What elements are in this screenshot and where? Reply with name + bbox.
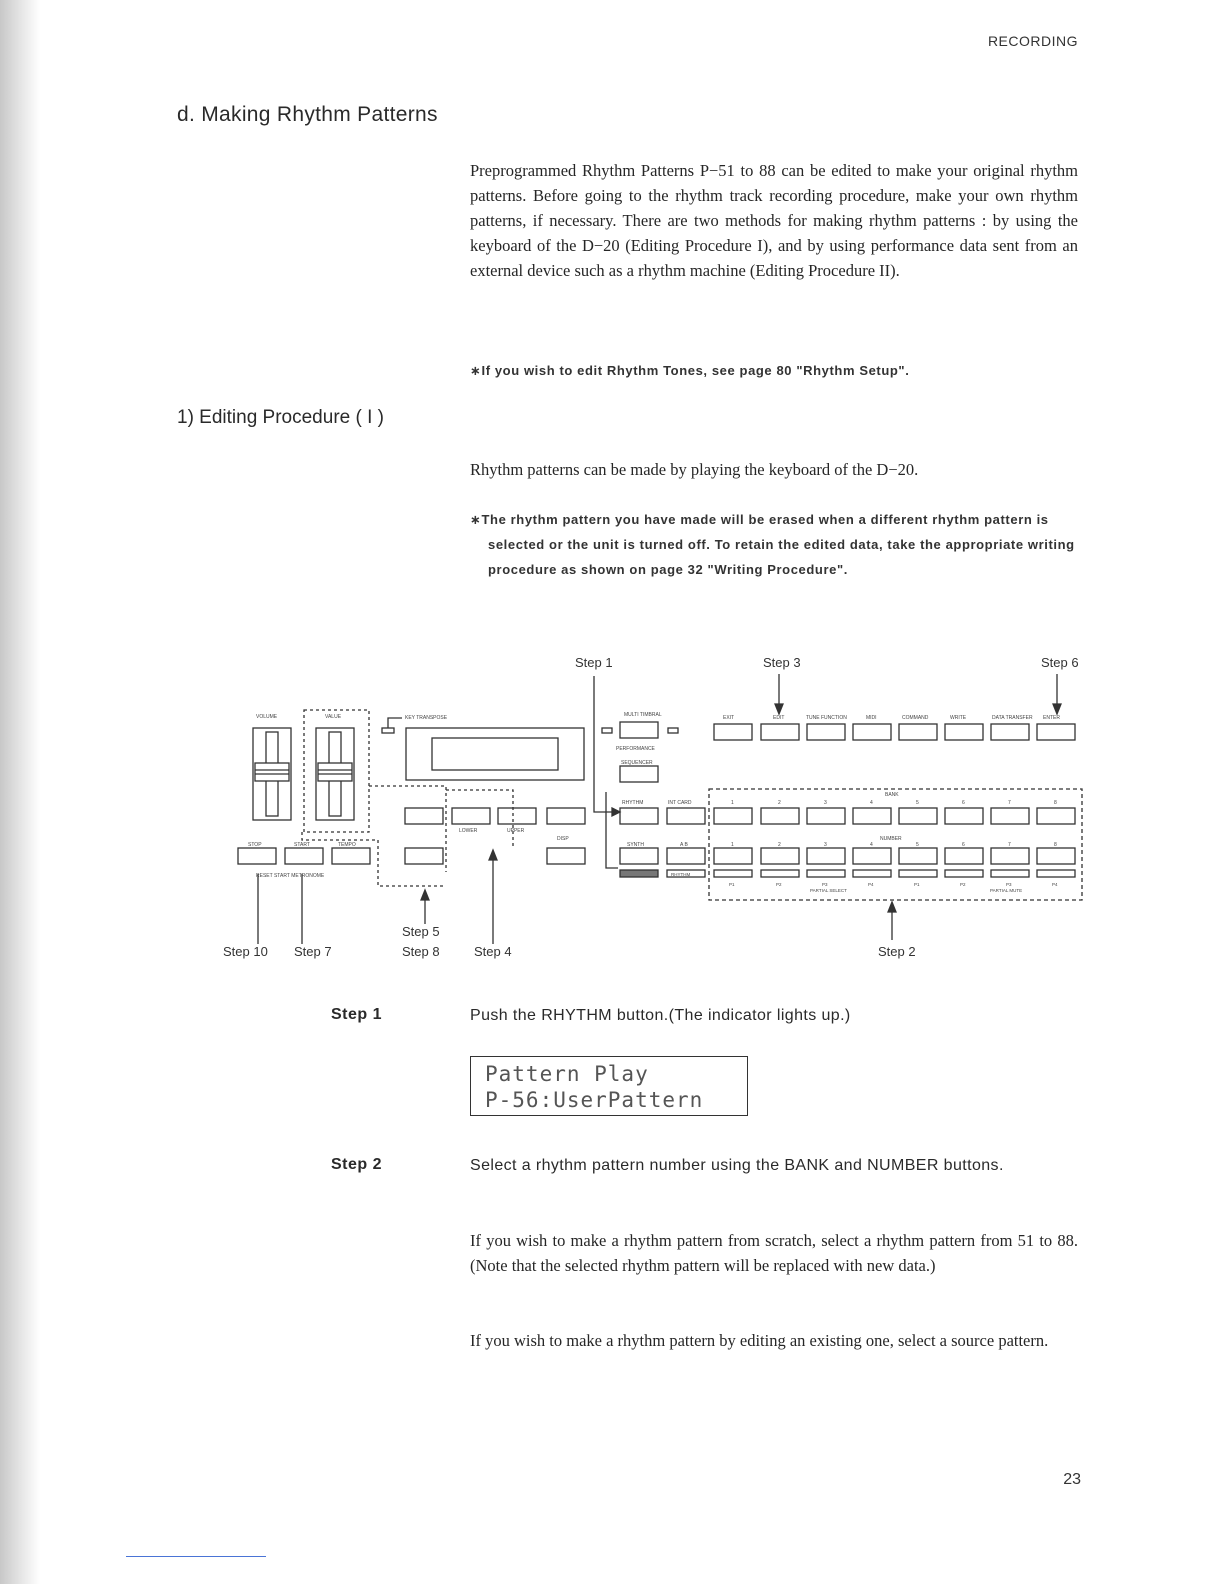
- partial-indicator-row: [714, 870, 1075, 893]
- number-num-5: 5: [916, 842, 919, 848]
- bank-button-8[interactable]: [1037, 808, 1075, 824]
- value-down-button[interactable]: [405, 808, 443, 824]
- label-edit: EDIT: [773, 715, 785, 721]
- label-rhythm-indicator: RHYTHM: [671, 872, 691, 877]
- lcd-display: [470, 1056, 748, 1116]
- label-data-transfer: DATA TRANSFER: [992, 715, 1033, 721]
- arrow-step-6: [1053, 704, 1061, 714]
- disp-button[interactable]: [547, 808, 585, 824]
- partial-led-5: [899, 870, 937, 877]
- bank-num-8: 8: [1054, 800, 1057, 806]
- label-write: WRITE: [950, 715, 967, 721]
- ab-button[interactable]: [667, 848, 705, 864]
- step-2-paragraph-1: If you wish to make a rhythm pattern from scratch, select a rhythm pattern from 51 to 88. (Note that the selected rhythm pattern will be replaced with new data.): [470, 1231, 1078, 1275]
- number-button-7[interactable]: [991, 848, 1029, 864]
- value-slider-knob[interactable]: [318, 763, 352, 781]
- partial-label-3: P3: [822, 882, 828, 887]
- arrow-step-2: [888, 902, 896, 912]
- callout-step-5: Step 5: [402, 924, 440, 939]
- label-ab: A B: [680, 842, 688, 848]
- function-button-row: [714, 715, 1075, 740]
- lcd-line-1: Pattern Play: [485, 1062, 649, 1086]
- number-button-4[interactable]: [853, 848, 891, 864]
- step-2-label: Step 2: [331, 1156, 383, 1173]
- label-value: VALUE: [325, 714, 342, 720]
- partial-label-4: P4: [868, 882, 874, 887]
- label-sequencer: SEQUENCER: [621, 760, 653, 766]
- bank-num-5: 5: [916, 800, 919, 806]
- number-num-2: 2: [778, 842, 781, 848]
- bank-button-3[interactable]: [807, 808, 845, 824]
- number-button-3[interactable]: [807, 848, 845, 864]
- sequencer-button[interactable]: [620, 766, 658, 782]
- bank-num-3: 3: [824, 800, 827, 806]
- label-synth: SYNTH: [627, 842, 644, 848]
- partial-led-3: [807, 870, 845, 877]
- page-number: 23: [1063, 1471, 1081, 1488]
- label-partial-mute: PARTIAL MUTE: [990, 888, 1023, 893]
- callout-step-1: Step 1: [575, 655, 613, 670]
- partial-label-8: P4: [1052, 882, 1058, 887]
- partial-led-7: [991, 870, 1029, 877]
- rhythm-tones-note: ∗If you wish to edit Rhythm Tones, see page 80 "Rhythm Setup".: [470, 363, 910, 378]
- bank-num-4: 4: [870, 800, 873, 806]
- label-tune-function: TUNE FUNCTION: [806, 715, 847, 721]
- edit-button[interactable]: [761, 724, 799, 740]
- running-header: RECORDING: [987, 33, 1078, 49]
- number-num-4: 4: [870, 842, 873, 848]
- bank-button-7[interactable]: [991, 808, 1029, 824]
- procedure-title: 1) Editing Procedure ( I ): [177, 407, 384, 428]
- number-num-8: 8: [1054, 842, 1057, 848]
- callout-step-2: Step 2: [878, 944, 916, 959]
- key-transpose-button[interactable]: [382, 728, 394, 733]
- label-command: COMMAND: [902, 715, 929, 721]
- partial-led-2: [761, 870, 799, 877]
- callout-step-10: Step 10: [223, 944, 268, 959]
- number-num-1: 1: [731, 842, 734, 848]
- write-button[interactable]: [945, 724, 983, 740]
- partial-label-7: P3: [1006, 882, 1012, 887]
- tune-function-button[interactable]: [807, 724, 845, 740]
- number-button-1[interactable]: [714, 848, 752, 864]
- upper-button[interactable]: [498, 808, 536, 824]
- callout-step-7: Step 7: [294, 944, 332, 959]
- label-exit: EXIT: [723, 715, 735, 721]
- number-num-6: 6: [962, 842, 965, 848]
- number-button-2[interactable]: [761, 848, 799, 864]
- label-upper: UPPER: [507, 828, 525, 834]
- step-2-paragraph-2: If you wish to make a rhythm pattern by editing an existing one, select a source pattern.: [470, 1331, 1049, 1350]
- number-button-5[interactable]: [899, 848, 937, 864]
- step-1-label: Step 1: [331, 1006, 383, 1023]
- rhythm-button[interactable]: [620, 808, 658, 824]
- label-stop: STOP: [248, 842, 262, 848]
- exit-button[interactable]: [714, 724, 752, 740]
- label-key-transpose: KEY TRANSPOSE: [405, 715, 448, 721]
- number-button-row: [714, 842, 1075, 864]
- section-title: d. Making Rhythm Patterns: [177, 103, 438, 126]
- arrow-step-3: [775, 704, 783, 714]
- callout-step-8: Step 8: [402, 944, 440, 959]
- synth-button[interactable]: [620, 848, 658, 864]
- multi-timbral-button[interactable]: [620, 722, 658, 738]
- label-rhythm: RHYTHM: [622, 800, 644, 806]
- partial-led-1: [714, 870, 752, 877]
- callout-step-3: Step 3: [763, 655, 801, 670]
- bank-button-2[interactable]: [761, 808, 799, 824]
- label-midi: MIDI: [866, 715, 877, 721]
- label-lower: LOWER: [459, 828, 478, 834]
- stop-button[interactable]: [238, 848, 276, 864]
- label-multi-timbral: MULTI TIMBRAL: [624, 712, 662, 718]
- rhythm-group-bracket: [606, 792, 618, 868]
- step-2-text: Select a rhythm pattern number using the BANK and NUMBER buttons.: [470, 1157, 1004, 1174]
- midi-button[interactable]: [853, 724, 891, 740]
- label-start: START: [294, 842, 310, 848]
- footer-rule: [126, 1556, 266, 1557]
- number-button-6[interactable]: [945, 848, 983, 864]
- bank-button-row: [714, 800, 1075, 824]
- number-num-7: 7: [1008, 842, 1011, 848]
- arrow-step-1: [612, 808, 620, 816]
- label-int-card: INT CARD: [668, 800, 692, 806]
- callout-step-6: Step 6: [1041, 655, 1079, 670]
- partial-label-2: P2: [776, 882, 782, 887]
- performance-led: [668, 728, 678, 733]
- partial-label-5: P1: [914, 882, 920, 887]
- bank-num-2: 2: [778, 800, 781, 806]
- partial-led-4: [853, 870, 891, 877]
- volume-slider-knob[interactable]: [255, 763, 289, 781]
- partial-led-6: [945, 870, 983, 877]
- label-reset-start-metronome: RESET START METRONOME: [256, 873, 325, 879]
- callout-step-4: Step 4: [474, 944, 512, 959]
- procedure-intro: Rhythm patterns can be made by playing the keyboard of the D−20.: [470, 460, 919, 479]
- int-card-button[interactable]: [667, 808, 705, 824]
- key-transpose-leader: [388, 718, 402, 728]
- bank-button-5[interactable]: [899, 808, 937, 824]
- start-button[interactable]: [285, 848, 323, 864]
- bank-button-6[interactable]: [945, 808, 983, 824]
- panel-display-screen: [432, 738, 558, 770]
- label-partial-select: PARTIAL SELECT: [810, 888, 847, 893]
- partial-label-1: P1: [729, 882, 735, 887]
- tempo-button[interactable]: [332, 848, 370, 864]
- disp-down-button[interactable]: [547, 848, 585, 864]
- step-1-text: Push the RHYTHM button.(The indicator lights up.): [470, 1007, 851, 1024]
- bank-num-1: 1: [731, 800, 734, 806]
- lower-button[interactable]: [452, 808, 490, 824]
- lcd-line-2: P-56:UserPattern: [485, 1088, 704, 1112]
- arrow-step-5: [421, 890, 429, 900]
- intro-paragraph: Preprogrammed Rhythm Patterns P−51 to 88 can be edited to make your original rhythm patterns. Before going to the rhythm track recording procedure, make your own rhythm patterns, if necessary. There are two methods for making rhythm patterns : by using the keyboard of the D−20 (Editing Procedure I), and by using performance data sent from an external device such as a rhythm machine (Editing Procedure II).: [470, 161, 1078, 280]
- enter-button[interactable]: [1037, 724, 1075, 740]
- label-performance: PERFORMANCE: [616, 746, 655, 752]
- arrow-step-4: [489, 850, 497, 860]
- label-tempo: TEMPO: [338, 842, 356, 848]
- data-transfer-button[interactable]: [991, 724, 1029, 740]
- label-number: NUMBER: [880, 836, 902, 842]
- label-enter: ENTER: [1043, 715, 1060, 721]
- number-button-8[interactable]: [1037, 848, 1075, 864]
- partial-label-6: P2: [960, 882, 966, 887]
- label-disp: DISP: [557, 836, 569, 842]
- partial-led-8: [1037, 870, 1075, 877]
- bank-num-7: 7: [1008, 800, 1011, 806]
- label-volume: VOLUME: [256, 714, 278, 720]
- value-up-button[interactable]: [405, 848, 443, 864]
- procedure-note: ∗The rhythm pattern you have made will be erased when a different rhythm pattern is selected or the unit is turned off. To retain the edited data, take the appropriate writing procedure as shown on page 32 "Writing Procedure".: [470, 512, 1075, 577]
- bank-button-1[interactable]: [714, 808, 752, 824]
- bank-number-dashed-frame: [709, 789, 1082, 900]
- label-bank: BANK: [885, 792, 899, 798]
- leader-step-1: [594, 676, 612, 812]
- rhythm-indicator-strip: [620, 870, 658, 877]
- command-button[interactable]: [899, 724, 937, 740]
- multi-timbral-led: [602, 728, 612, 733]
- panel-display: [406, 728, 584, 780]
- bank-num-6: 6: [962, 800, 965, 806]
- bank-button-4[interactable]: [853, 808, 891, 824]
- number-num-3: 3: [824, 842, 827, 848]
